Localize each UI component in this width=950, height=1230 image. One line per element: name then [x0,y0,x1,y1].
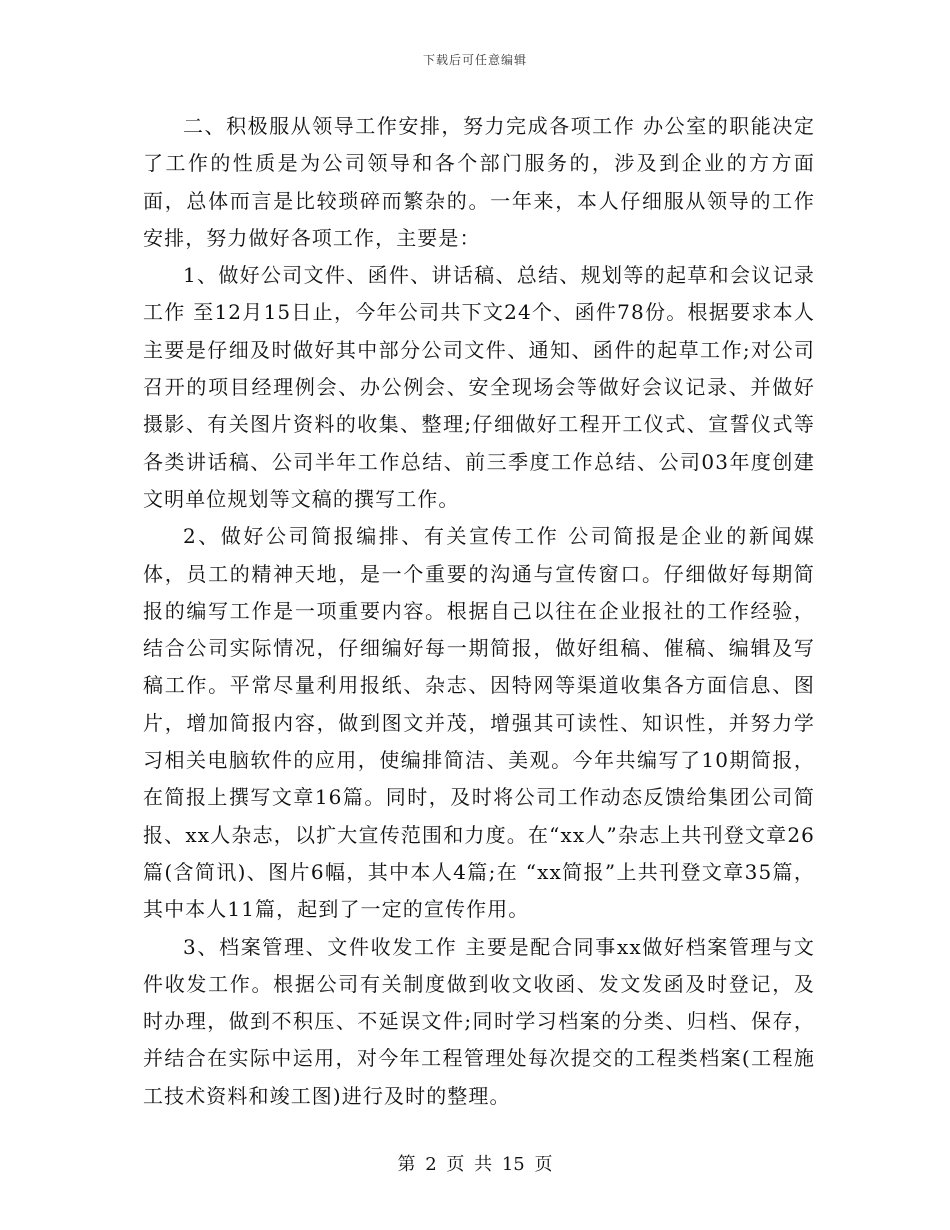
page-header: 下载后可任意编辑 [422,53,527,67]
paragraph-section-two: 二、积极服从领导工作安排，努力完成各项工作 办公室的职能决定了工作的性质是为公司领导和各个部门服务的，涉及到企业的方方面面，总体而言是比较琐碎而繁杂的。一年来，本人仔细服从领导的工作安排，努力做好各项工作，主要是： [143,114,815,250]
paragraph-item-1: 1、做好公司文件、函件、讲话稿、总结、规划等的起草和会议记录工作 至12月15日止，今年公司共下文24个、函件78份。根据要求本人主要是仔细及时做好其中部分公司文件、通知、函件的起草工作;对公司召开的项目经理例会、办公例会、安全现场会等做好会议记录、并做好摄影、有关图片资料的收集、整理;仔细做好工程开工仪式、宣誓仪式等各类讲话稿、公司半年工作总结、前三季度工作总结、公司03年度创建文明单位规划等文稿的撰写工作。 [143,263,815,511]
document-body [143,108,815,1115]
paragraph-item-3: 3、档案管理、文件收发工作 主要是配合同事xx做好档案管理与文件收发工作。根据公司有关制度做到收文收函、发文发函及时登记，及时办理，做到不积压、不延误文件;同时学习档案的分类、归档、保存，并结合在实际中运用，对今年工程管理处每次提交的工程类档案(工程施工技术资料和竣工图)进行及时的整理。 [143,934,815,1108]
paragraph-item-2: 2、做好公司简报编排、有关宣传工作 公司简报是企业的新闻媒体，员工的精神天地，是一个重要的沟通与宣传窗口。仔细做好每期简报的编写工作是一项重要内容。根据自己以往在企业报社的工作经验，结合公司实际情况，仔细编好每一期简报，做好组稿、催稿、编辑及写稿工作。平常尽量利用报纸、杂志、因特网等渠道收集各方面信息、图片，增加简报内容，做到图文并茂，增强其可读性、知识性，并努力学习相关电脑软件的应用，使编排简洁、美观。今年共编写了10期简报，在简报上撰写文章16篇。同时，及时将公司工作动态反馈给集团公司简报、xx人杂志，以扩大宣传范围和力度。在“xx人”杂志上共刊登文章26篇(含简讯)、图片6幅，其中本人4篇;在 “xx简报”上共刊登文章35篇，其中本人11篇，起到了一定的宣传作用。 [143,524,815,922]
page-number: 第 2 页 共 15 页 [397,1154,553,1175]
